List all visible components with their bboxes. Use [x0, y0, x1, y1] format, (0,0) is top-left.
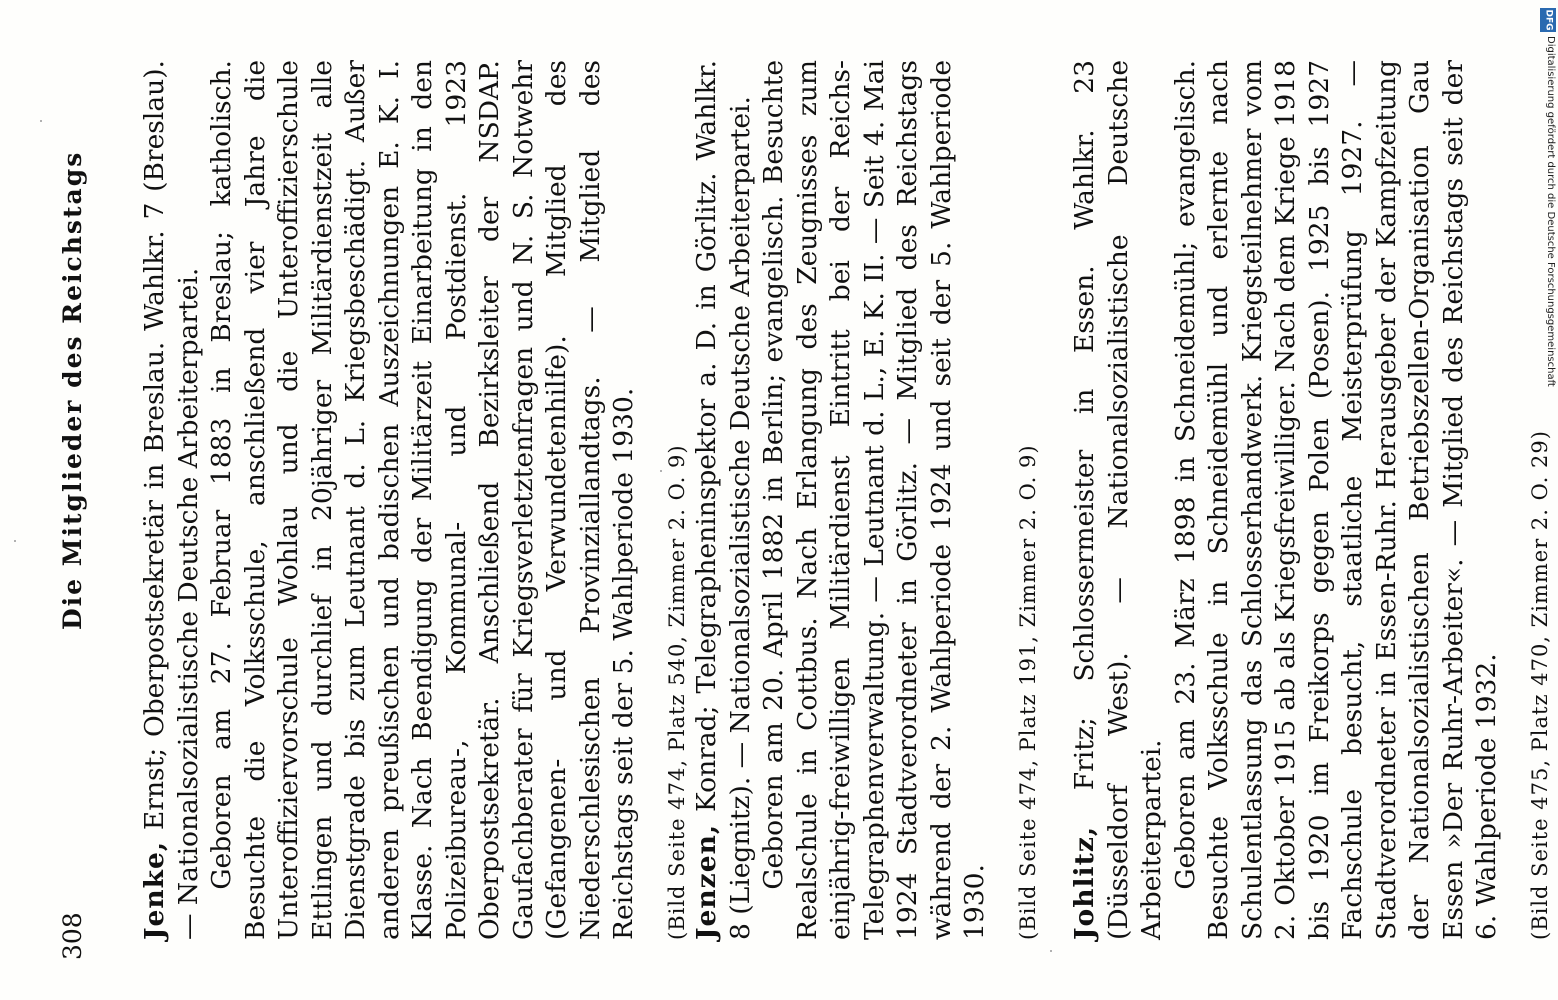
- dfg-credit-text: Digitalisierung gefördert durch die Deutsche Forschungsgemeinschaft: [1545, 36, 1556, 387]
- member-name: Jenzen,: [691, 823, 722, 940]
- scan-speck: [660, 470, 662, 472]
- member-intro: Ernst; Oberpostsekretär in Breslau. Wahlkr. 7 (Breslau). — Nationalsozialistische Deutsche Arbeiterpartei.: [139, 60, 204, 940]
- entry-heading: [1068, 60, 1169, 940]
- dfg-logo: DFG: [1540, 8, 1556, 32]
- entry-heading: [690, 60, 757, 940]
- member-biography: Geboren am 20. April 1882 in Berlin; evangelisch. Besuchte Realschule in Cottbus. Nach Erlangung des Zeugnisses zum einjährig-freiwilligen Militärdienst Eintritt bei der Reichs-Telegraphenverwaltung. — Leutnant d. L., E. K. II. — Seit 4. Mai 1924 Stadtverordneter in Görlitz. — Mitglied des Reichstags während der 2. Wahlperiode 1924 und seit der 5. Wahlperiode 1930.: [758, 60, 990, 940]
- member-intro: Konrad; Telegrapheninspektor a. D. in Görlitz. Wahlkr. 8 (Liegnitz). — Nationalsozialistische Deutsche Arbeiterpartei.: [691, 60, 756, 940]
- running-head: [58, 60, 98, 960]
- scan-speck: [14, 540, 16, 542]
- member-entry: [1068, 60, 1557, 940]
- scan-speck: [1050, 950, 1052, 952]
- page-title: Die Mitglieder des Reichstags: [58, 150, 87, 630]
- member-biography: Geboren am 27. Februar 1883 in Breslau; katholisch. Besuchte die Volksschule, anschließend vier Jahre die Unteroffiziervorschule Wohlau und die Unteroffizierschule Ettlingen und durchlief in 20jähriger Militärdienstzeit alle Dienstgrade bis zum Leutnant d. L. Kriegsbeschädigt. Außer anderen preußischen und badischen Auszeichnungen E. K. I. Klasse. Nach Beendigung der Militärzeit Einarbeitung in den Polizeibureau-, Kommunal- und Postdienst. 1923 Oberpostsekretär. Anschließend Bezirksleiter der NSDAP. Gaufachberater für Kriegsverletztenfragen und N. S. Notwehr (Gefangenen- und Verwundetenhilfe). Mitglied des Niederschlesischen Provinziallandtags. — Mitglied des Reichstags seit der 5. Wahlperiode 1930.: [206, 60, 639, 940]
- member-intro: Fritz; Schlossermeister in Essen. Wahlkr. 23 (Düsseldorf West). — Nationalsozialistische Deutsche Arbeiterpartei.: [1069, 60, 1167, 940]
- scan-speck: [40, 120, 42, 122]
- member-biography: Geboren am 23. März 1898 in Schneidemühl; evangelisch. Besuchte Volksschule in Schneidemühl und erlernte nach Schulentlassung das Schlosserhandwerk. Kriegsteilnehmer vom 2. Oktober 1915 ab als Kriegsfreiwilliger. Nach dem Kriege 1918 bis 1920 im Freikorps gegen Polen (Posen). 1925 bis 1927 Fachschule besucht, staatliche Meisterprüfung 1927. — Stadtverordneter in Essen-Ruhr. Herausgeber der Kampfzeitung der Nationalsozialistischen Betriebszellen-Organisation Gau Essen »Der Ruhr-Arbeiter«. — Mitglied des Reichstags seit der 6. Wahlperiode 1932.: [1169, 60, 1502, 940]
- member-entry: [138, 60, 694, 940]
- photo-reference: (Bild Seite 474, Platz 540, Zimmer 2. O. 9): [664, 444, 689, 940]
- entry-heading: [138, 60, 205, 940]
- photo-reference: (Bild Seite 474, Platz 191, Zimmer 2. O. 9): [1015, 444, 1040, 940]
- photo-reference: (Bild Seite 475, Platz 470, Zimmer 2. O. 29): [1527, 430, 1552, 940]
- page-number: 308: [58, 912, 87, 960]
- member-name: Johlitz,: [1069, 825, 1100, 940]
- member-name: Jenke,: [139, 840, 170, 940]
- dfg-watermark: [1540, 8, 1556, 668]
- member-entry: [690, 60, 1045, 940]
